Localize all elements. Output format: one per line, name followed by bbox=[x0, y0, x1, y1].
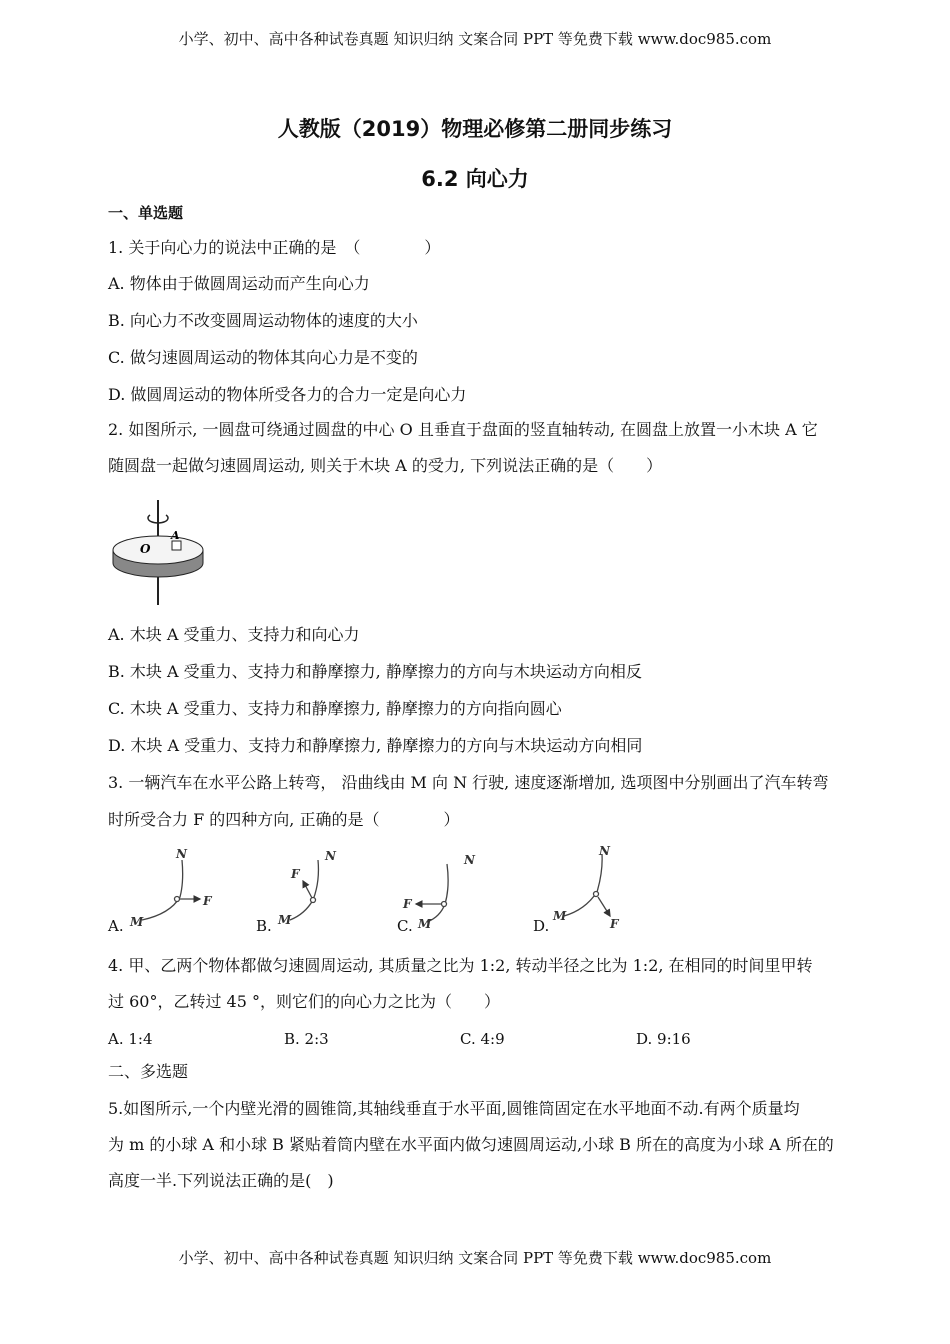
q4-option-d: D. 9:16 bbox=[636, 1030, 691, 1048]
label-n: N bbox=[325, 849, 336, 863]
document-subtitle: 6.2 向心力 bbox=[421, 167, 529, 191]
q5-stem-line3: 高度一半.下列说法正确的是( ) bbox=[108, 1171, 334, 1190]
q4-stem-line1: 4. 甲、乙两个物体都做匀速圆周运动, 其质量之比为 1:2, 转动半径之比为 1:2, 在相同的时间里甲转 bbox=[108, 956, 813, 975]
q1-option-a: A. 物体由于做圆周运动而产生向心力 bbox=[108, 274, 370, 293]
label-a: A bbox=[171, 529, 180, 542]
label-f: F bbox=[403, 897, 412, 911]
q1-option-c: C. 做匀速圆周运动的物体其向心力是不变的 bbox=[108, 348, 418, 367]
q3-option-d: D. bbox=[533, 917, 550, 935]
section-single-choice: 一、单选题 bbox=[108, 204, 184, 222]
q3-figures bbox=[100, 842, 680, 942]
q2-option-a: A. 木块 A 受重力、支持力和向心力 bbox=[108, 625, 360, 644]
label-f: F bbox=[291, 867, 300, 881]
label-f: F bbox=[203, 894, 212, 908]
q5-stem-line2: 为 m 的小球 A 和小球 B 紧贴着筒内壁在水平面内做匀速圆周运动,小球 B 所在的高度为小球 A 所在的 bbox=[108, 1135, 834, 1154]
label-o: O bbox=[140, 542, 151, 556]
label-m: M bbox=[130, 915, 144, 929]
q3-option-a: A. bbox=[108, 917, 124, 935]
label-m: M bbox=[278, 913, 292, 927]
label-n: N bbox=[176, 847, 187, 861]
q4-option-c: C. 4:9 bbox=[460, 1030, 505, 1048]
label-n: N bbox=[599, 844, 610, 858]
q1-option-b: B. 向心力不改变圆周运动物体的速度的大小 bbox=[108, 311, 418, 330]
rotating-disc-figure bbox=[108, 495, 218, 610]
q5-stem-line1: 5.如图所示,一个内壁光滑的圆锥筒,其轴线垂直于水平面,圆锥筒固定在水平地面不动.有两个质量均 bbox=[108, 1099, 800, 1118]
q2-option-c: C. 木块 A 受重力、支持力和静摩擦力, 静摩擦力的方向指向圆心 bbox=[108, 699, 562, 718]
q4-option-b: B. 2:3 bbox=[284, 1030, 329, 1048]
q4-stem-line2: 过 60°，乙转过 45 °，则它们的向心力之比为（ ） bbox=[108, 992, 500, 1011]
q3-option-b: B. bbox=[256, 917, 272, 935]
q2-stem-line1: 2. 如图所示, 一圆盘可绕通过圆盘的中心 O 且垂直于盘面的竖直轴转动, 在圆盘上放置一小木块 A 它 bbox=[108, 420, 818, 439]
page-footer: 小学、初中、高中各种试卷真题 知识归纳 文案合同 PPT 等免费下载 www.doc985.com bbox=[178, 1249, 772, 1267]
q1-stem: 1. 关于向心力的说法中正确的是 （ ） bbox=[108, 238, 441, 257]
page-header: 小学、初中、高中各种试卷真题 知识归纳 文案合同 PPT 等免费下载 www.doc985.com bbox=[178, 30, 772, 48]
q1-option-d: D. 做圆周运动的物体所受各力的合力一定是向心力 bbox=[108, 385, 467, 404]
q2-option-d: D. 木块 A 受重力、支持力和静摩擦力, 静摩擦力的方向与木块运动方向相同 bbox=[108, 736, 643, 755]
q4-option-a: A. 1:4 bbox=[108, 1030, 153, 1048]
q3-option-c: C. bbox=[397, 917, 413, 935]
document-title: 人教版（2019）物理必修第二册同步练习 bbox=[277, 117, 673, 141]
section-multiple-choice: 二、多选题 bbox=[108, 1062, 189, 1081]
q2-option-b: B. 木块 A 受重力、支持力和静摩擦力, 静摩擦力的方向与木块运动方向相反 bbox=[108, 662, 642, 681]
label-m: M bbox=[418, 917, 432, 931]
q3-stem-line1: 3. 一辆汽车在水平公路上转弯， 沿曲线由 M 向 N 行驶, 速度逐渐增加, 选项图中分别画出了汽车转弯 bbox=[108, 773, 829, 792]
q2-stem-line2: 随圆盘一起做匀速圆周运动, 则关于木块 A 的受力, 下列说法正确的是（ ） bbox=[108, 456, 663, 475]
q3-stem-line2: 时所受合力 F 的四种方向, 正确的是（ ） bbox=[108, 810, 460, 829]
label-m: M bbox=[553, 909, 567, 923]
label-f: F bbox=[610, 917, 619, 931]
label-n: N bbox=[464, 853, 475, 867]
